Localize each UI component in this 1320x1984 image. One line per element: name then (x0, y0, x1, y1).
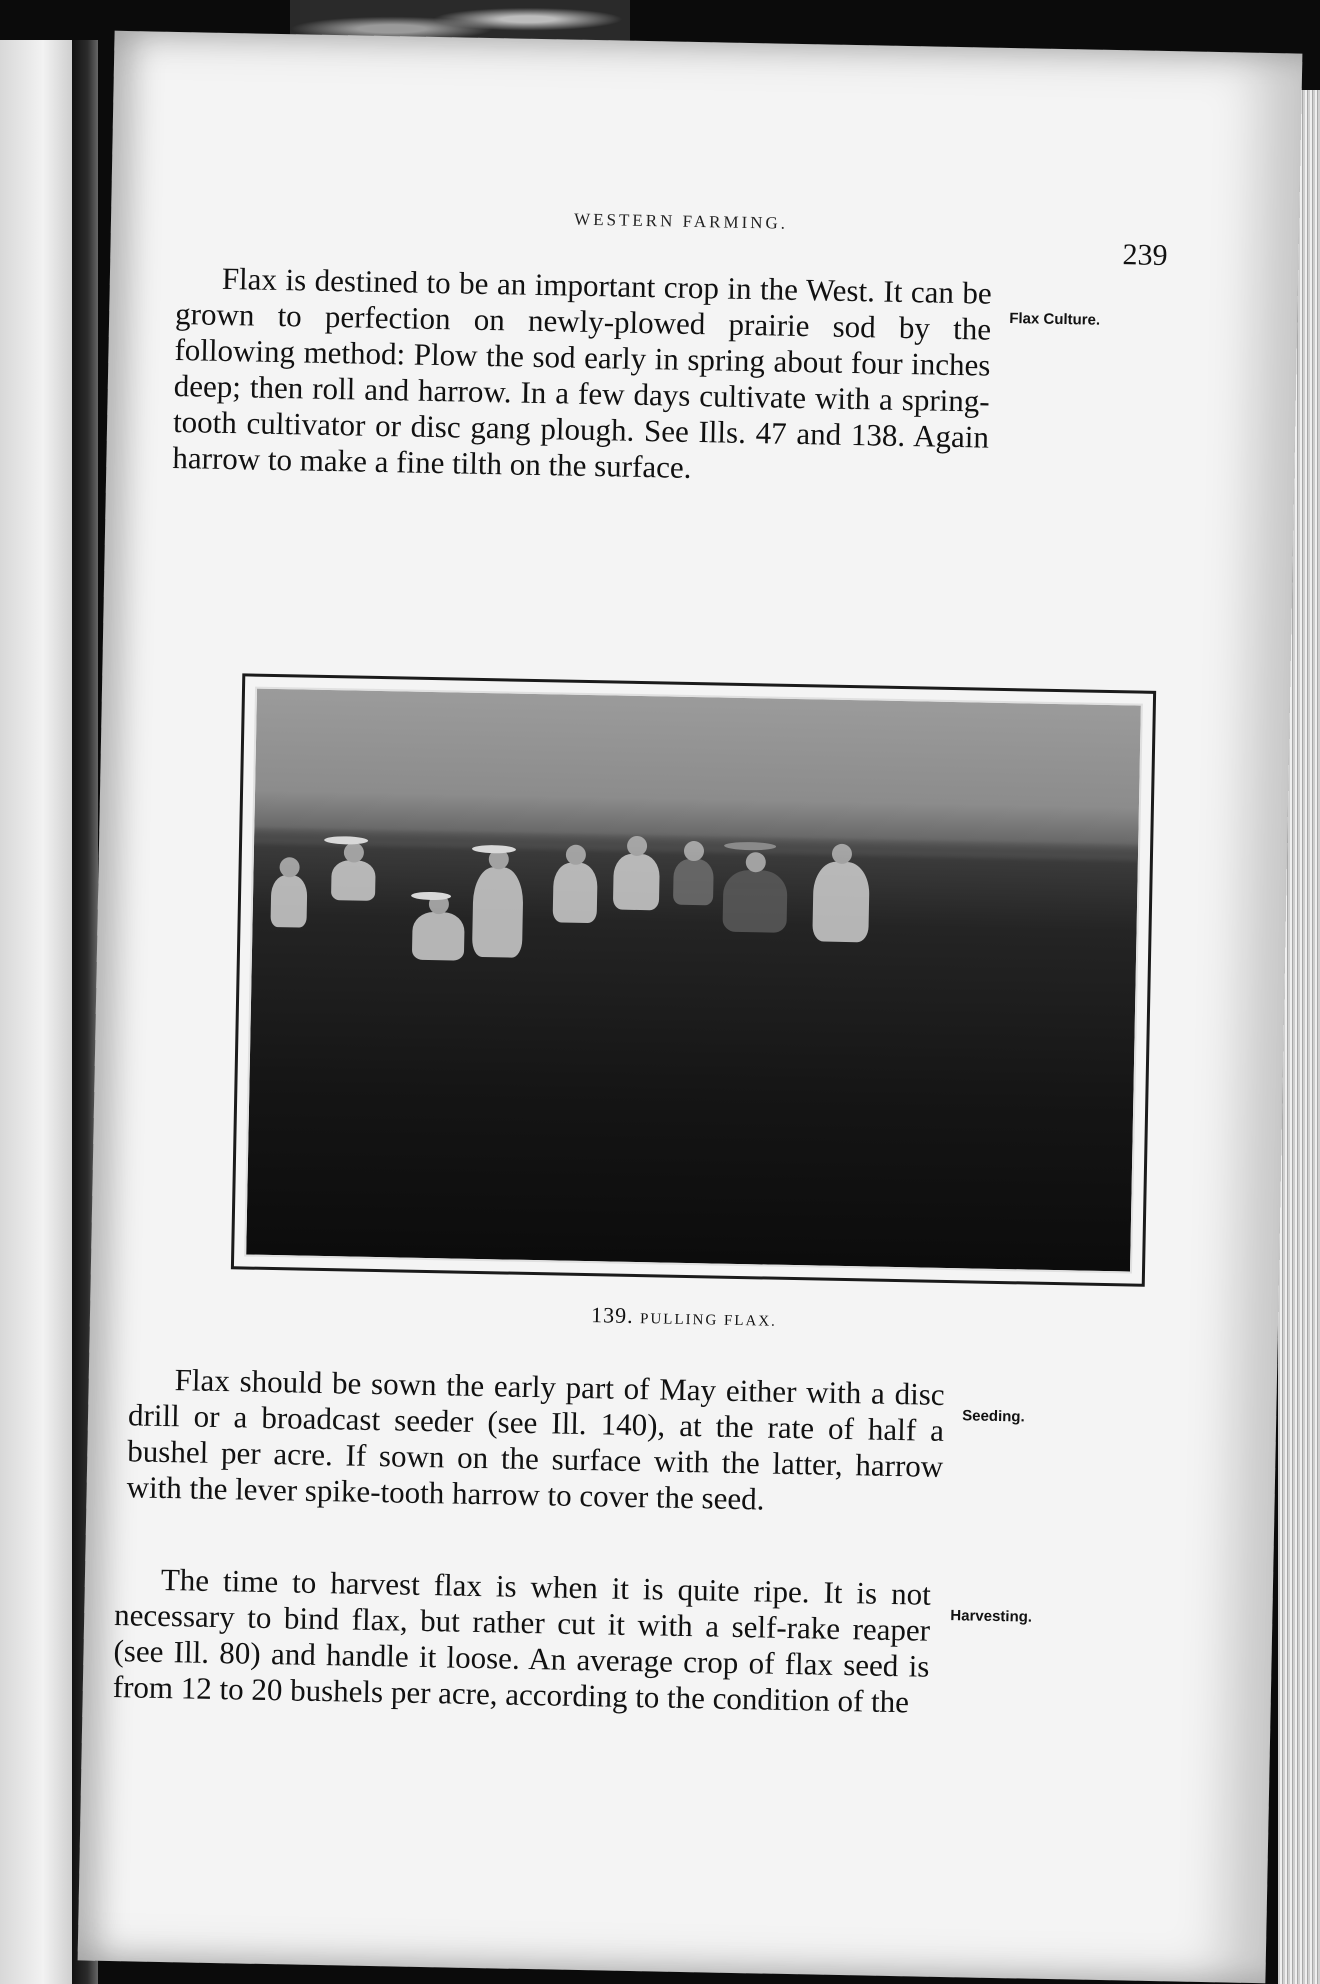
worker-figure (722, 870, 787, 933)
worker-figure (472, 867, 524, 958)
illustration-plate (231, 673, 1156, 1286)
photo-pulling-flax (244, 687, 1143, 1274)
worker-figure (812, 861, 870, 942)
worker-figure (673, 859, 714, 906)
paragraph-text: Flax should be sown the early part of May either with a disc drill or a broadcast seeder (see Ill. 140), at the rate of half a bushel per acre. If sown on the surface with the latter, harrow with the lever spike-tooth harrow to cover the seed. (126, 1362, 945, 1517)
paragraph-text: Flax is destined to be an important crop in the West. It can be grown to perfection on newly-plowed prairie sod by the following method: Plow the sod early in spring about four inches deep; then roll and harrow. In a few days cultivate with a spring-tooth cultivator or disc gang plough. See Ills. 47 and 138. Again harrow to make a fine tilth on the surface. (172, 260, 993, 485)
worker-figure (270, 875, 307, 928)
sidenote-flax-culture: Flax Culture. (1009, 310, 1101, 329)
paragraph-flax-culture (172, 260, 992, 492)
figure-title: PULLING FLAX. (639, 1311, 778, 1330)
previous-page-edge (0, 40, 72, 1984)
hat-figure (472, 845, 516, 854)
worker-figure (412, 912, 465, 961)
worker-figure (553, 862, 598, 923)
running-title: WESTERN FARMING. (573, 209, 789, 233)
hat-figure (411, 892, 451, 901)
paragraph-text: The time to harvest flax is when it is quite ripe. It is not necessary to bind flax, but rather cut it with a self-rake reaper (see Ill. 80) and handle it loose. An average crop of flax seed is from 12 to 20 bushels per acre, according to the condition of the (112, 1561, 932, 1720)
paragraph-seeding (126, 1361, 945, 1521)
paragraph-harvesting (112, 1561, 931, 1721)
sidenote-seeding: Seeding. (962, 1407, 1025, 1426)
figure-number: 139. (590, 1302, 634, 1328)
book-page (78, 31, 1303, 1983)
worker-figure (613, 854, 660, 911)
worker-figure (331, 860, 376, 901)
page-number: 239 (1122, 238, 1168, 273)
figure-caption (230, 1295, 1138, 1338)
sidenote-harvesting: Harvesting. (950, 1607, 1033, 1626)
